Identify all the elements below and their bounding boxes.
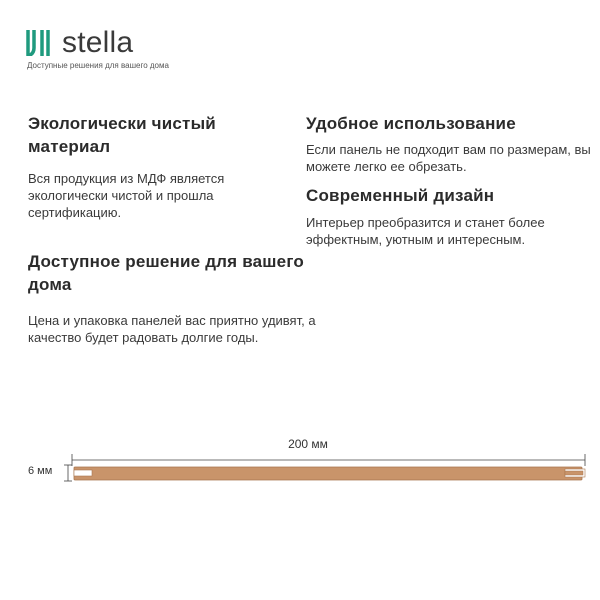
brand-tagline: Доступные решения для вашего дома (27, 61, 169, 70)
feature-text: Интерьер преобразится и станет более эффектным, уютным и интересным. (306, 215, 545, 247)
feature-design (306, 184, 596, 248)
feature-convenient (306, 112, 596, 175)
panel-groove-left (74, 470, 92, 476)
brand-name: stella (62, 26, 134, 59)
feature-title: Современный дизайн (306, 186, 495, 205)
feature-title: Доступное решение для вашего дома (28, 252, 304, 294)
feature-title: Удобное использование (306, 114, 516, 133)
feature-text: Если панель не подходит вам по размерам, вы можете легко ее обрезать. (306, 142, 591, 174)
feature-title: Экологически чистый материал (28, 114, 216, 156)
panel-profile-diagram (0, 440, 600, 500)
feature-eco (28, 112, 268, 221)
panel-width-label: 200 мм (288, 437, 328, 451)
stella-logo-icon (26, 30, 56, 56)
feature-text: Цена и упаковка панелей вас приятно удивят, а качество будет радовать долгие годы. (28, 313, 316, 345)
feature-text: Вся продукция из МДФ является экологически чистой и прошла сертификацию. (28, 171, 225, 220)
panel-height-label: 6 мм (28, 465, 53, 477)
feature-affordable (28, 250, 328, 346)
panel-body (74, 467, 582, 480)
